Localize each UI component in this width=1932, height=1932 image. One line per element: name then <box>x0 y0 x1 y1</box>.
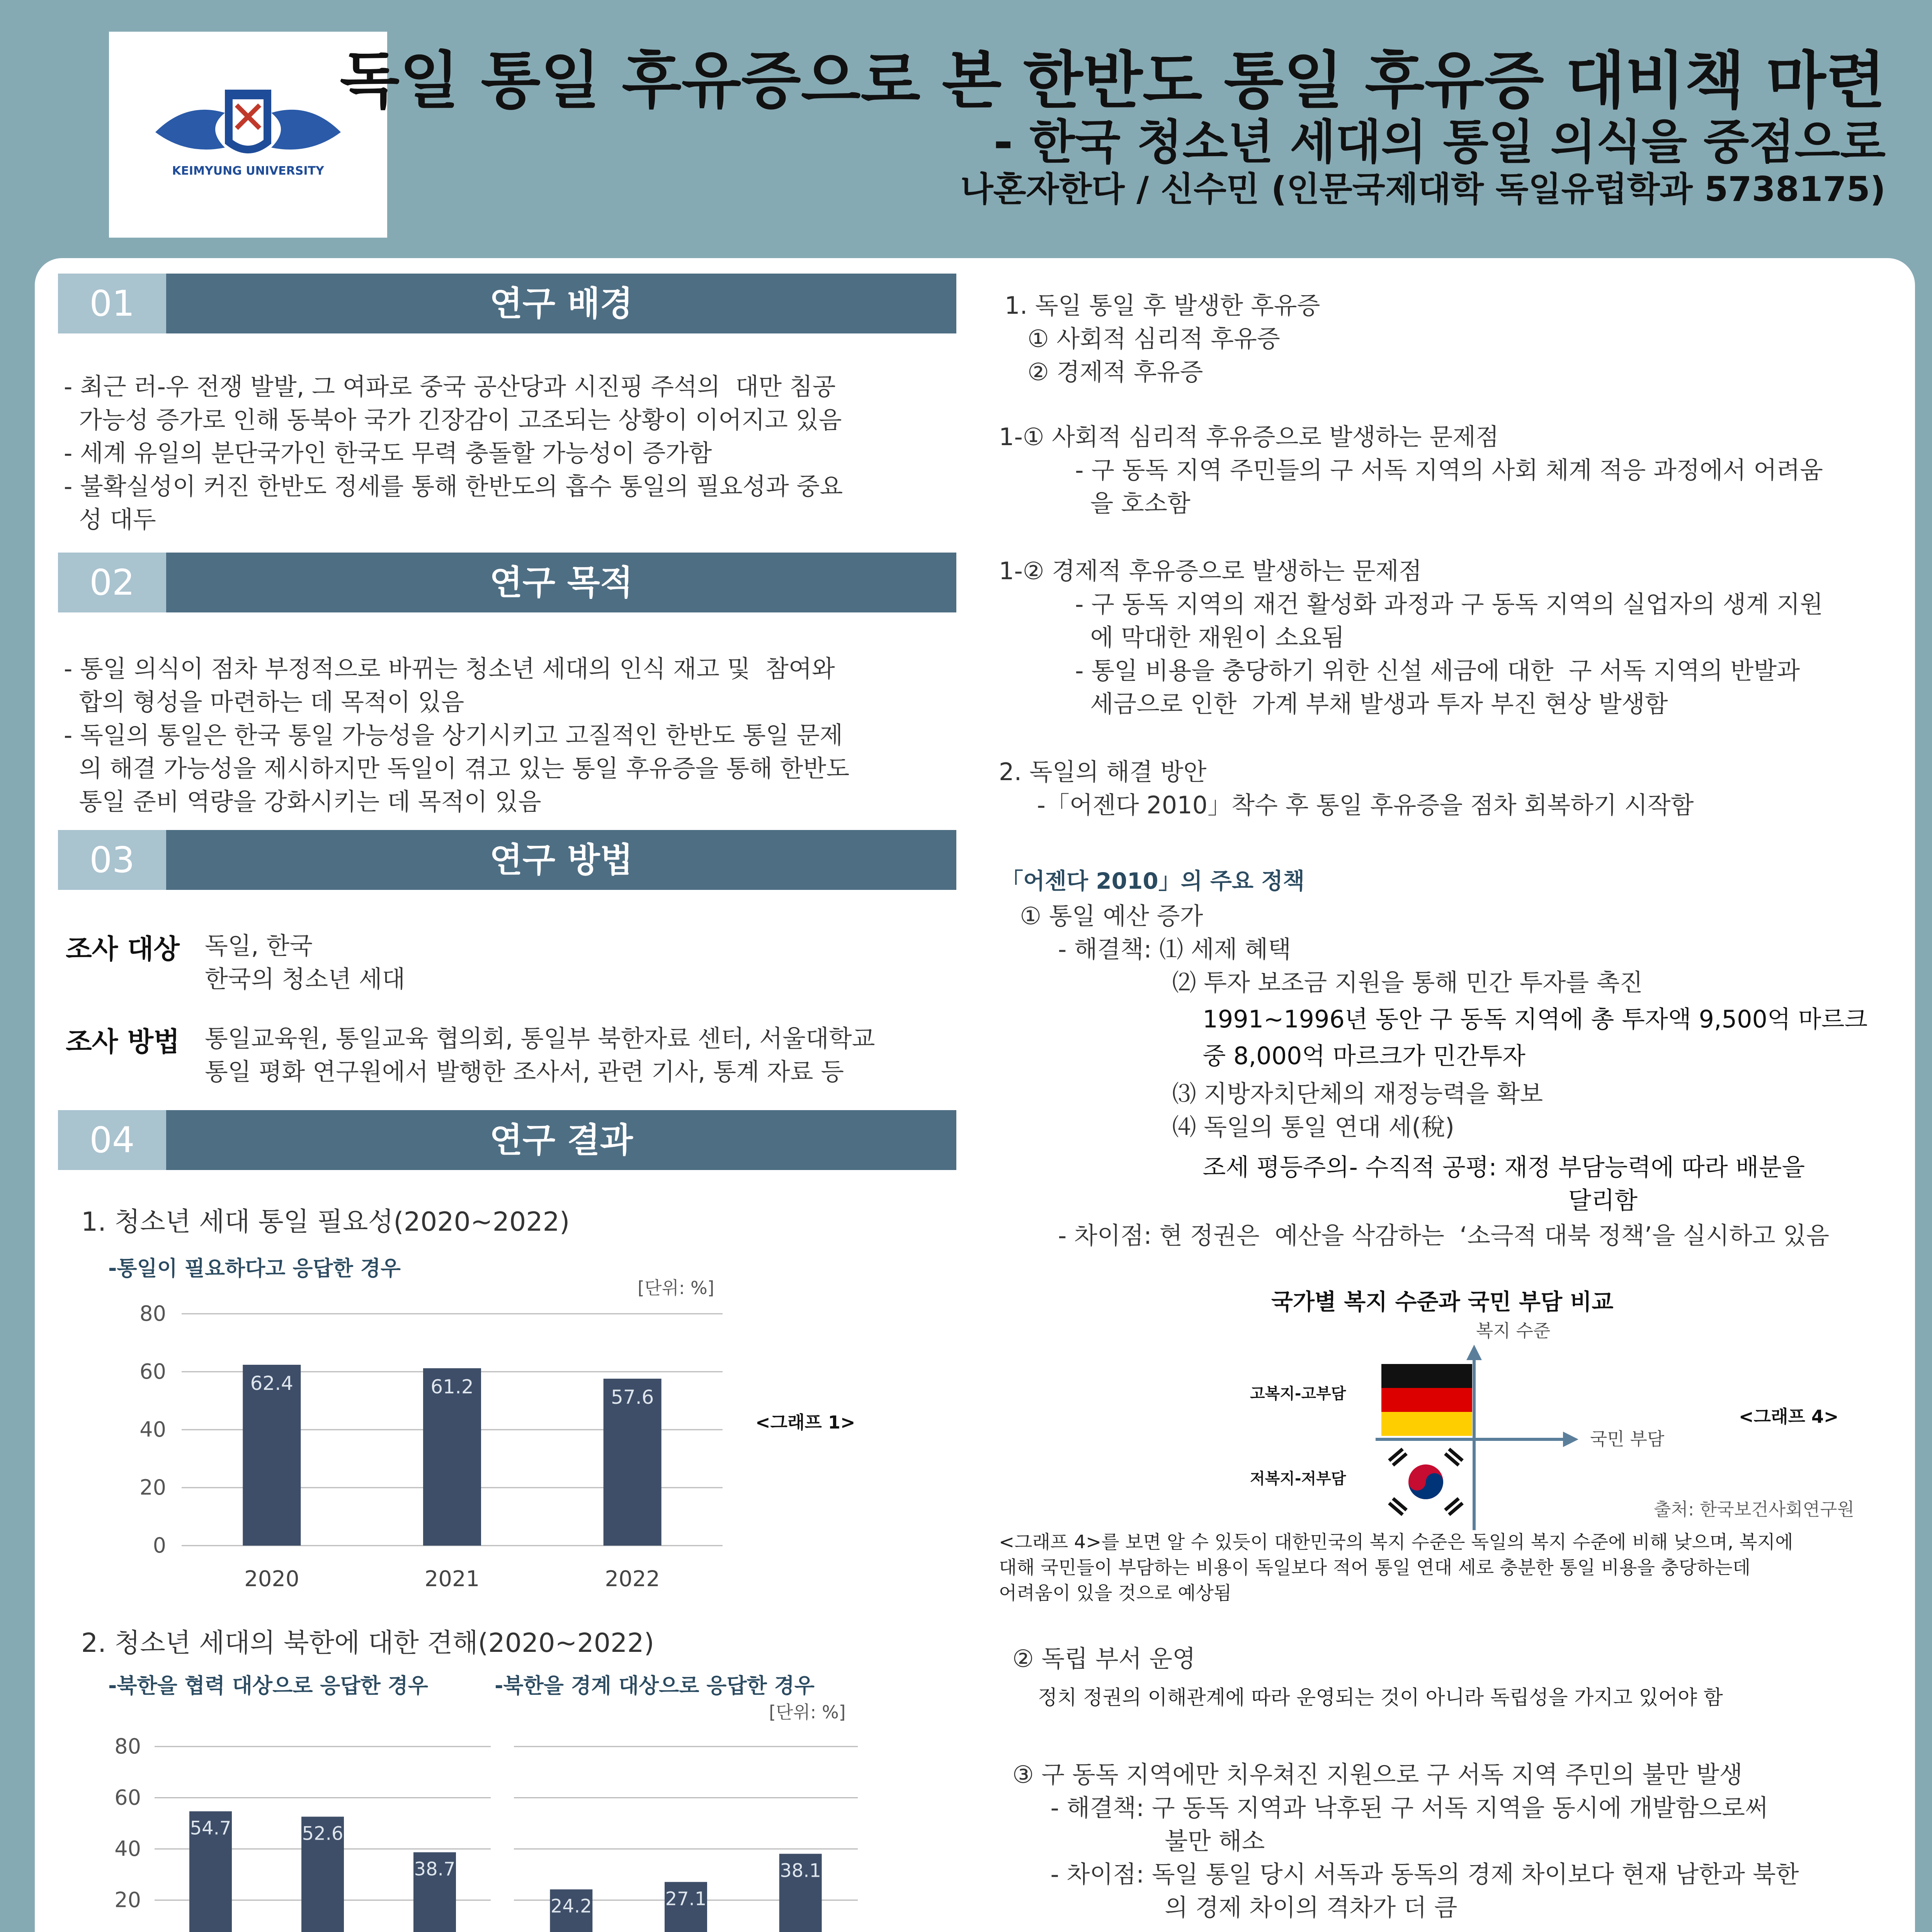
graph4-y-label: 복지 수준 <box>1476 1320 1551 1341</box>
graph1-subtitle: -통일이 필요하다고 응답한 경우 <box>108 1256 401 1281</box>
graph1-heading: 1. 청소년 세대 통일 필요성(2020~2022) <box>81 1207 570 1237</box>
y-tick-label: 40 <box>139 1417 166 1442</box>
bar-value-label: 54.7 <box>190 1817 231 1839</box>
text-line: 정치 정권의 이해관계에 따라 운영되는 것이 아니라 독립성을 가지고 있어야 함 <box>1012 1686 1723 1709</box>
text-line: ③ 구 동독 지역에만 치우쳐진 지원으로 구 서독 지역 주민의 불만 발생 <box>1012 1760 1743 1789</box>
section-01-header <box>58 274 956 333</box>
bar-value-label: 24.2 <box>550 1895 592 1917</box>
text-line: 1991~1996년 동안 구 동독 지역에 총 투자액 9,500억 마르크 <box>1005 1005 1868 1033</box>
text-line: - 차이점: 독일 통일 당시 서독과 동독의 경제 차이보다 현재 남한과 북한 <box>1012 1860 1799 1888</box>
text-line: -「어젠다 2010」착수 후 통일 후유증을 점차 회복하기 시작함 <box>999 791 1694 819</box>
graph4-x-label: 국민 부담 <box>1590 1429 1665 1449</box>
korea-flag-icon <box>1381 1443 1470 1520</box>
text-line: 에 막대한 재원이 소요됨 <box>999 623 1345 651</box>
text-line: 중 8,000억 마르크가 민간투자 <box>1005 1042 1526 1070</box>
text-line: ① 통일 예산 증가 <box>1005 902 1203 930</box>
section-number: 04 <box>58 1110 166 1170</box>
section-title: 연구 배경 <box>166 274 956 333</box>
section-03-header <box>58 830 956 890</box>
section-04-header <box>58 1110 956 1170</box>
poster-title: 독일 통일 후유증으로 본 한반도 통일 후유증 대비책 마련 <box>340 44 1886 117</box>
y-tick-label: 80 <box>139 1301 166 1326</box>
bar-value-label: 61.2 <box>430 1376 474 1398</box>
section-title: 연구 결과 <box>166 1110 956 1170</box>
survey-target-label: 조사 대상 <box>66 933 180 965</box>
graph4-source: 출처: 한국보건사회연구원 <box>1654 1499 1854 1520</box>
graph2a-subtitle: -북한을 협력 대상으로 응답한 경우 <box>108 1673 428 1698</box>
text-line: - 불확실성이 커진 한반도 정세를 통해 한반도의 흡수 통일의 필요성과 중요 <box>64 472 843 500</box>
text-line: ② 경제적 후유증 <box>1005 358 1203 386</box>
graph4-high-label: 고복지-고부담 <box>1250 1385 1346 1403</box>
graph1-label: <그래프 1> <box>755 1412 855 1433</box>
text-line: 의 경제 차이의 격차가 더 큼 <box>1012 1893 1458 1922</box>
graph4-low-label: 저복지-저부담 <box>1250 1470 1346 1488</box>
text-line: 조세 평등주의- 수직적 공평: 재정 부담능력에 따라 배분을 <box>1005 1153 1805 1181</box>
section-number: 01 <box>58 274 166 333</box>
text-line: - 구 동독 지역의 재건 활성화 과정과 구 동독 지역의 실업자의 생계 지원 <box>999 590 1823 618</box>
bar-value-label: 62.4 <box>250 1372 293 1395</box>
text-line: 1. 독일 통일 후 발생한 후유증 <box>1005 291 1320 320</box>
y-tick-label: 20 <box>114 1888 141 1912</box>
bar-value-label: 38.1 <box>780 1860 821 1882</box>
text-line: ⑷ 독일의 통일 연대 세(稅) <box>1005 1113 1454 1141</box>
text-line: 가능성 증가로 인해 동북아 국가 긴장감이 고조되는 상황이 이어지고 있음 <box>64 406 842 434</box>
logo-text: KEIMYUNG UNIVERSITY <box>172 164 324 178</box>
section-title: 연구 목적 <box>166 553 956 612</box>
poster-subtitle: - 한국 청소년 세대의 통일 의식을 중점으로 <box>993 115 1886 170</box>
text-line: 합의 형성을 마련하는 데 목적이 있음 <box>64 688 464 716</box>
agenda-title: 「어젠다 2010」의 주요 정책 <box>1001 868 1305 894</box>
text-line: ① 사회적 심리적 후유증 <box>1005 325 1280 353</box>
text-line: <그래프 4>를 보면 알 수 있듯이 대한민국의 복지 수준은 독일의 복지 수준에 비해 낮으며, 복지에 <box>999 1531 1793 1553</box>
survey-method-line: 통일교육원, 통일교육 협의회, 통일부 북한자료 센터, 서울대학교 <box>205 1024 875 1053</box>
y-tick-label: 0 <box>153 1533 166 1558</box>
bar-value-label: 38.7 <box>414 1858 456 1880</box>
graph4-title: 국가별 복지 수준과 국민 부담 비교 <box>1271 1289 1614 1315</box>
text-line: 달리함 <box>1005 1186 1638 1214</box>
y-tick-label: 60 <box>114 1785 141 1810</box>
section-02-header <box>58 553 956 612</box>
text-line: 대해 국민들이 부담하는 비용이 독일보다 적어 통일 연대 세로 충분한 통일 비용을 충당하는데 <box>999 1557 1751 1578</box>
text-line: - 구 동독 지역 주민들의 구 서독 지역의 사회 체계 적응 과정에서 어려움 <box>999 456 1823 484</box>
text-line: ② 독립 부서 운영 <box>1012 1645 1196 1673</box>
poster-author: 나혼자한다 / 신수민 (인문국제대학 독일유럽학과 5738175) <box>960 169 1886 209</box>
graph2-bar-charts <box>100 1731 858 1932</box>
text-line: 세금으로 인한 가계 부채 발생과 투자 부진 현상 발생함 <box>999 690 1668 718</box>
graph4-quadrant <box>1236 1321 1700 1538</box>
graph4-label: <그래프 4> <box>1739 1406 1839 1427</box>
text-line: - 해결책: 구 동독 지역과 낙후된 구 서독 지역을 동시에 개발함으로써 <box>1012 1794 1768 1822</box>
bar-value-label: 52.6 <box>302 1823 344 1845</box>
section-title: 연구 방법 <box>166 830 956 890</box>
graph2b-subtitle: -북한을 경계 대상으로 응답한 경우 <box>495 1673 815 1698</box>
y-tick-label: 40 <box>114 1837 141 1861</box>
bar-value-label: 27.1 <box>665 1888 707 1910</box>
y-tick-label: 80 <box>114 1734 141 1759</box>
section-number: 02 <box>58 553 166 612</box>
text-line: 1-① 사회적 심리적 후유증으로 발생하는 문제점 <box>999 423 1499 451</box>
graph2-unit: [단위: %] <box>769 1702 846 1723</box>
bar-value-label: 57.6 <box>611 1386 654 1408</box>
text-line: 1-② 경제적 후유증으로 발생하는 문제점 <box>999 557 1422 585</box>
survey-target-line: 한국의 청소년 세대 <box>205 965 405 993</box>
text-line: 불만 해소 <box>1012 1827 1265 1855</box>
text-line: 어려움이 있을 것으로 예상됨 <box>999 1582 1232 1604</box>
text-line: 의 해결 가능성을 제시하지만 독일이 겪고 있는 통일 후유증을 통해 한반도 <box>64 754 850 782</box>
text-line: ⑵ 투자 보조금 지원을 통해 민간 투자를 촉진 <box>1005 968 1643 997</box>
text-line: - 통일 비용을 충당하기 위한 신설 세금에 대한 구 서독 지역의 반발과 <box>999 656 1800 685</box>
graph1-unit: [단위: %] <box>638 1277 714 1298</box>
text-line: - 최근 러-우 전쟁 발발, 그 여파로 중국 공산당과 시진핑 주석의 대만 침공 <box>64 372 836 401</box>
x-tick-label: 2022 <box>605 1566 660 1592</box>
y-tick-label: 60 <box>139 1359 166 1384</box>
section-number: 03 <box>58 830 166 890</box>
survey-method-line: 통일 평화 연구원에서 발행한 조사서, 관련 기사, 통계 자료 등 <box>205 1058 844 1086</box>
x-tick-label: 2020 <box>244 1566 299 1592</box>
x-tick-label: 2021 <box>424 1566 480 1592</box>
text-line: - 독일의 통일은 한국 통일 가능성을 상기시키고 고질적인 한반도 통일 문제 <box>64 721 843 749</box>
text-line: 성 대두 <box>64 505 156 534</box>
survey-target-line: 독일, 한국 <box>205 932 313 960</box>
text-line: 2. 독일의 해결 방안 <box>999 758 1207 786</box>
text-line: 을 호소함 <box>999 489 1190 517</box>
text-line: - 세계 유일의 분단국가인 한국도 무력 충돌할 가능성이 증가함 <box>64 439 712 467</box>
survey-method-label: 조사 방법 <box>66 1026 180 1058</box>
graph1-bar-chart <box>116 1301 734 1600</box>
text-line: ⑶ 지방자치단체의 재정능력을 확보 <box>1005 1080 1543 1108</box>
text-line: - 해결책: ⑴ 세제 혜택 <box>1005 935 1291 963</box>
text-line: - 차이점: 현 정권은 예산을 삭감하는 ‘소극적 대북 정책’을 실시하고 있음 <box>1005 1221 1830 1250</box>
graph2-heading: 2. 청소년 세대의 북한에 대한 견해(2020~2022) <box>81 1628 655 1658</box>
germany-flag-icon <box>1381 1364 1472 1436</box>
text-line: - 통일 의식이 점차 부정적으로 바뀌는 청소년 세대의 인식 재고 및 참여와 <box>64 655 835 683</box>
y-tick-label: 20 <box>139 1475 166 1500</box>
text-line: 통일 준비 역량을 강화시키는 데 목적이 있음 <box>64 787 541 816</box>
